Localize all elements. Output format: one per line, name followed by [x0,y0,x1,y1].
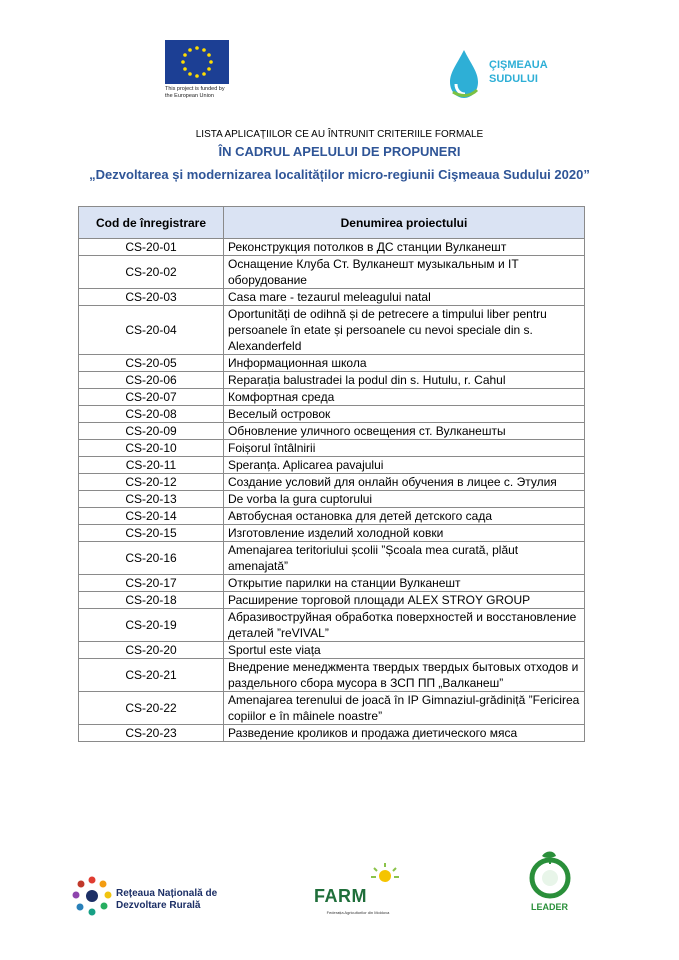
leader-logo [528,850,574,920]
project-name: Информационная школа [224,355,585,372]
project-code: CS-20-16 [79,542,224,575]
project-name: Изготовление изделий холодной ковки [224,525,585,542]
cismeaua-brand-line1: ÇIŞMEAUA [489,59,548,71]
project-name: Amenajarea teritoriului școlii ”Școala mea curată, plăut amenajată” [224,542,585,575]
project-name: Расширение торговой площади ALEX STROY GROUP [224,592,585,609]
project-code: CS-20-20 [79,642,224,659]
project-code: CS-20-18 [79,592,224,609]
project-name: Реконструкция потолков в ДС станции Вулканешт [224,239,585,256]
eu-flag-icon [165,40,229,84]
project-code: CS-20-08 [79,406,224,423]
table-row [79,508,585,525]
table-row [79,725,585,742]
table-row [79,575,585,592]
farm-logo [312,862,404,922]
project-name: Абразивоструйная обработка поверхностей и восстановление деталей ”reVIVAL” [224,609,585,642]
eu-logo [165,40,229,102]
table-row [79,372,585,389]
project-name: Casa mare - tezaurul meleagului natal [224,289,585,306]
project-code: CS-20-14 [79,508,224,525]
table-row [79,542,585,575]
project-code: CS-20-17 [79,575,224,592]
table-row [79,491,585,508]
table-row [79,659,585,692]
rndr-line-2: Dezvoltare Rurală [116,900,201,911]
rndr-logo [70,874,220,924]
project-code: CS-20-21 [79,659,224,692]
project-code: CS-20-01 [79,239,224,256]
cismeaua-brand-line2: SUDULUI [489,73,538,85]
project-name: Reparația balustradei la podul din s. Hutulu, r. Cahul [224,372,585,389]
eu-caption: This project is funded by the European Union [165,86,225,99]
table-row [79,306,585,355]
project-code: CS-20-15 [79,525,224,542]
table-row [79,525,585,542]
project-name: De vorba la gura cuptorului [224,491,585,508]
leader-wordmark: LEADER [531,902,569,912]
project-name: Комфортная среда [224,389,585,406]
table-row [79,289,585,306]
project-name: Создание условий для онлайн обучения в лицее с. Этулия [224,474,585,491]
project-name: Sportul este viața [224,642,585,659]
table-row [79,592,585,609]
project-name: Foișorul întâlnirii [224,440,585,457]
sun-icon [368,862,402,888]
project-name: Автобусная остановка для детей детского сада [224,508,585,525]
project-name: Amenajarea terenului de joacă în IP Gimnaziul-grădiniță ”Fericirea copiilor e în mâinele noastre” [224,692,585,725]
project-name: Внедрение менеджмента твердых твердых бытовых отходов и раздельного сбора мусора в ЗСП ПП „Валканеш” [224,659,585,692]
table-row [79,474,585,491]
table-row [79,457,585,474]
table-row [79,256,585,289]
project-name: Oportunități de odihnă și de petrecere a timpului liber pentru persoanele în etate și persoanele cu nevoi speciale din s. Alexanderfeld [224,306,585,355]
heading-line-1: LISTA APLICAȚIILOR CE AU ÎNTRUNIT CRITERIILE FORMALE [195,129,484,140]
project-code: CS-20-10 [79,440,224,457]
project-name: Веселый островок [224,406,585,423]
rndr-line-1: Rețeaua Națională de [116,888,218,899]
project-code: CS-20-19 [79,609,224,642]
projects-table [78,206,585,742]
project-code: CS-20-23 [79,725,224,742]
project-name: Оснащение Клуба Ст. Вулканешт музыкальным и IT оборудование [224,256,585,289]
farm-wordmark: FARM [314,886,367,906]
heading-line-3: „Dezvoltarea și modernizarea localităților micro-regiunii Cişmeaua Sudului 2020” [89,167,590,182]
table-row [79,389,585,406]
project-code: CS-20-13 [79,491,224,508]
rndr-emblem-icon [70,874,114,918]
table-row [79,355,585,372]
table-row [79,406,585,423]
header-project-name: Denumirea proiectului [224,207,585,239]
table-row [79,440,585,457]
document-heading [0,128,679,183]
project-code: CS-20-04 [79,306,224,355]
leader-emblem-icon [528,850,572,900]
project-code: CS-20-03 [79,289,224,306]
table-row [79,609,585,642]
project-code: CS-20-05 [79,355,224,372]
project-code: CS-20-11 [79,457,224,474]
farm-subtitle: Federația Agricultorilor din Moldova [326,910,390,915]
project-code: CS-20-12 [79,474,224,491]
table-row [79,642,585,659]
water-drop-icon [447,48,481,100]
heading-line-2: ÎN CADRUL APELULUI DE PROPUNERI [218,144,461,159]
table-header-row [79,207,585,239]
table-row [79,239,585,256]
table-body [79,239,585,742]
project-code: CS-20-07 [79,389,224,406]
project-code: CS-20-06 [79,372,224,389]
table-row [79,692,585,725]
project-code: CS-20-02 [79,256,224,289]
project-name: Разведение кроликов и продажа диетического мяса [224,725,585,742]
project-code: CS-20-09 [79,423,224,440]
project-name: Обновление уличного освещения ст. Вулканешты [224,423,585,440]
project-name: Speranța. Aplicarea pavajului [224,457,585,474]
project-name: Открытие парилки на станции Вулканешт [224,575,585,592]
header-code: Cod de înregistrare [79,207,224,239]
project-code: CS-20-22 [79,692,224,725]
table-row [79,423,585,440]
cismeaua-sudului-logo [445,48,565,104]
